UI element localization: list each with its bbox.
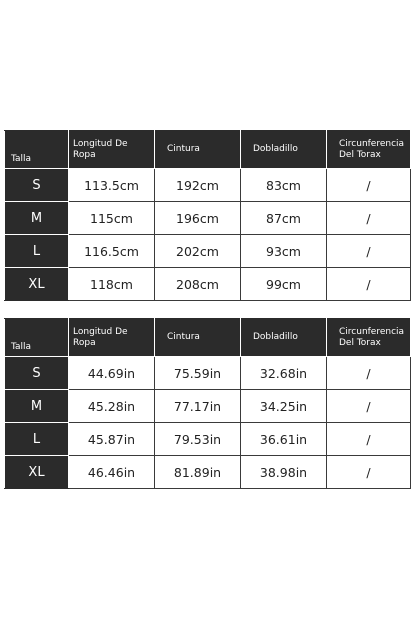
hem-cell: 32.68in — [241, 357, 327, 390]
header-waist: Cintura — [155, 319, 241, 357]
table-row — [5, 390, 411, 423]
hem-cell: 34.25in — [241, 390, 327, 423]
chest-cell: / — [327, 357, 411, 390]
header-hem: Dobladillo — [241, 319, 327, 357]
hem-cell: 93cm — [241, 235, 327, 268]
length-cell: 116.5cm — [69, 235, 155, 268]
size-chart-inch — [4, 318, 411, 489]
chest-cell: / — [327, 169, 411, 202]
hem-cell: 36.61in — [241, 423, 327, 456]
size-cell: S — [5, 169, 69, 202]
waist-cell: 192cm — [155, 169, 241, 202]
table-row — [5, 423, 411, 456]
header-length: Longitud De Ropa — [69, 319, 155, 357]
length-cell: 115cm — [69, 202, 155, 235]
size-chart-cm — [4, 130, 411, 301]
header-size: Talla — [5, 319, 69, 357]
table-header-row — [5, 131, 411, 169]
header-size: Talla — [5, 131, 69, 169]
length-cell: 118cm — [69, 268, 155, 301]
table-row — [5, 268, 411, 301]
size-cell: XL — [5, 456, 69, 489]
header-chest-line2: Del Torax — [339, 337, 381, 348]
size-cell: M — [5, 390, 69, 423]
chest-cell: / — [327, 202, 411, 235]
size-cell: M — [5, 202, 69, 235]
table-row — [5, 235, 411, 268]
table-row — [5, 456, 411, 489]
table-header-row — [5, 319, 411, 357]
table-row — [5, 357, 411, 390]
chest-cell: / — [327, 268, 411, 301]
table-row — [5, 169, 411, 202]
hem-cell: 99cm — [241, 268, 327, 301]
length-cell: 46.46in — [69, 456, 155, 489]
chest-cell: / — [327, 235, 411, 268]
chest-cell: / — [327, 390, 411, 423]
length-cell: 44.69in — [69, 357, 155, 390]
length-cell: 113.5cm — [69, 169, 155, 202]
chest-cell: / — [327, 456, 411, 489]
length-cell: 45.87in — [69, 423, 155, 456]
waist-cell: 208cm — [155, 268, 241, 301]
header-chest-line1: Circunferencia — [339, 326, 405, 337]
waist-cell: 196cm — [155, 202, 241, 235]
waist-cell: 202cm — [155, 235, 241, 268]
length-cell: 45.28in — [69, 390, 155, 423]
header-chest — [327, 319, 411, 357]
size-cell: XL — [5, 268, 69, 301]
header-length: Longitud De Ropa — [69, 131, 155, 169]
waist-cell: 75.59in — [155, 357, 241, 390]
waist-cell: 81.89in — [155, 456, 241, 489]
header-chest-line2: Del Torax — [339, 149, 381, 160]
header-chest — [327, 131, 411, 169]
hem-cell: 83cm — [241, 169, 327, 202]
chest-cell: / — [327, 423, 411, 456]
size-cell: S — [5, 357, 69, 390]
table-row — [5, 202, 411, 235]
hem-cell: 87cm — [241, 202, 327, 235]
header-hem: Dobladillo — [241, 131, 327, 169]
header-waist: Cintura — [155, 131, 241, 169]
size-cell: L — [5, 423, 69, 456]
hem-cell: 38.98in — [241, 456, 327, 489]
waist-cell: 77.17in — [155, 390, 241, 423]
header-chest-line1: Circunferencia — [339, 138, 405, 149]
size-cell: L — [5, 235, 69, 268]
waist-cell: 79.53in — [155, 423, 241, 456]
